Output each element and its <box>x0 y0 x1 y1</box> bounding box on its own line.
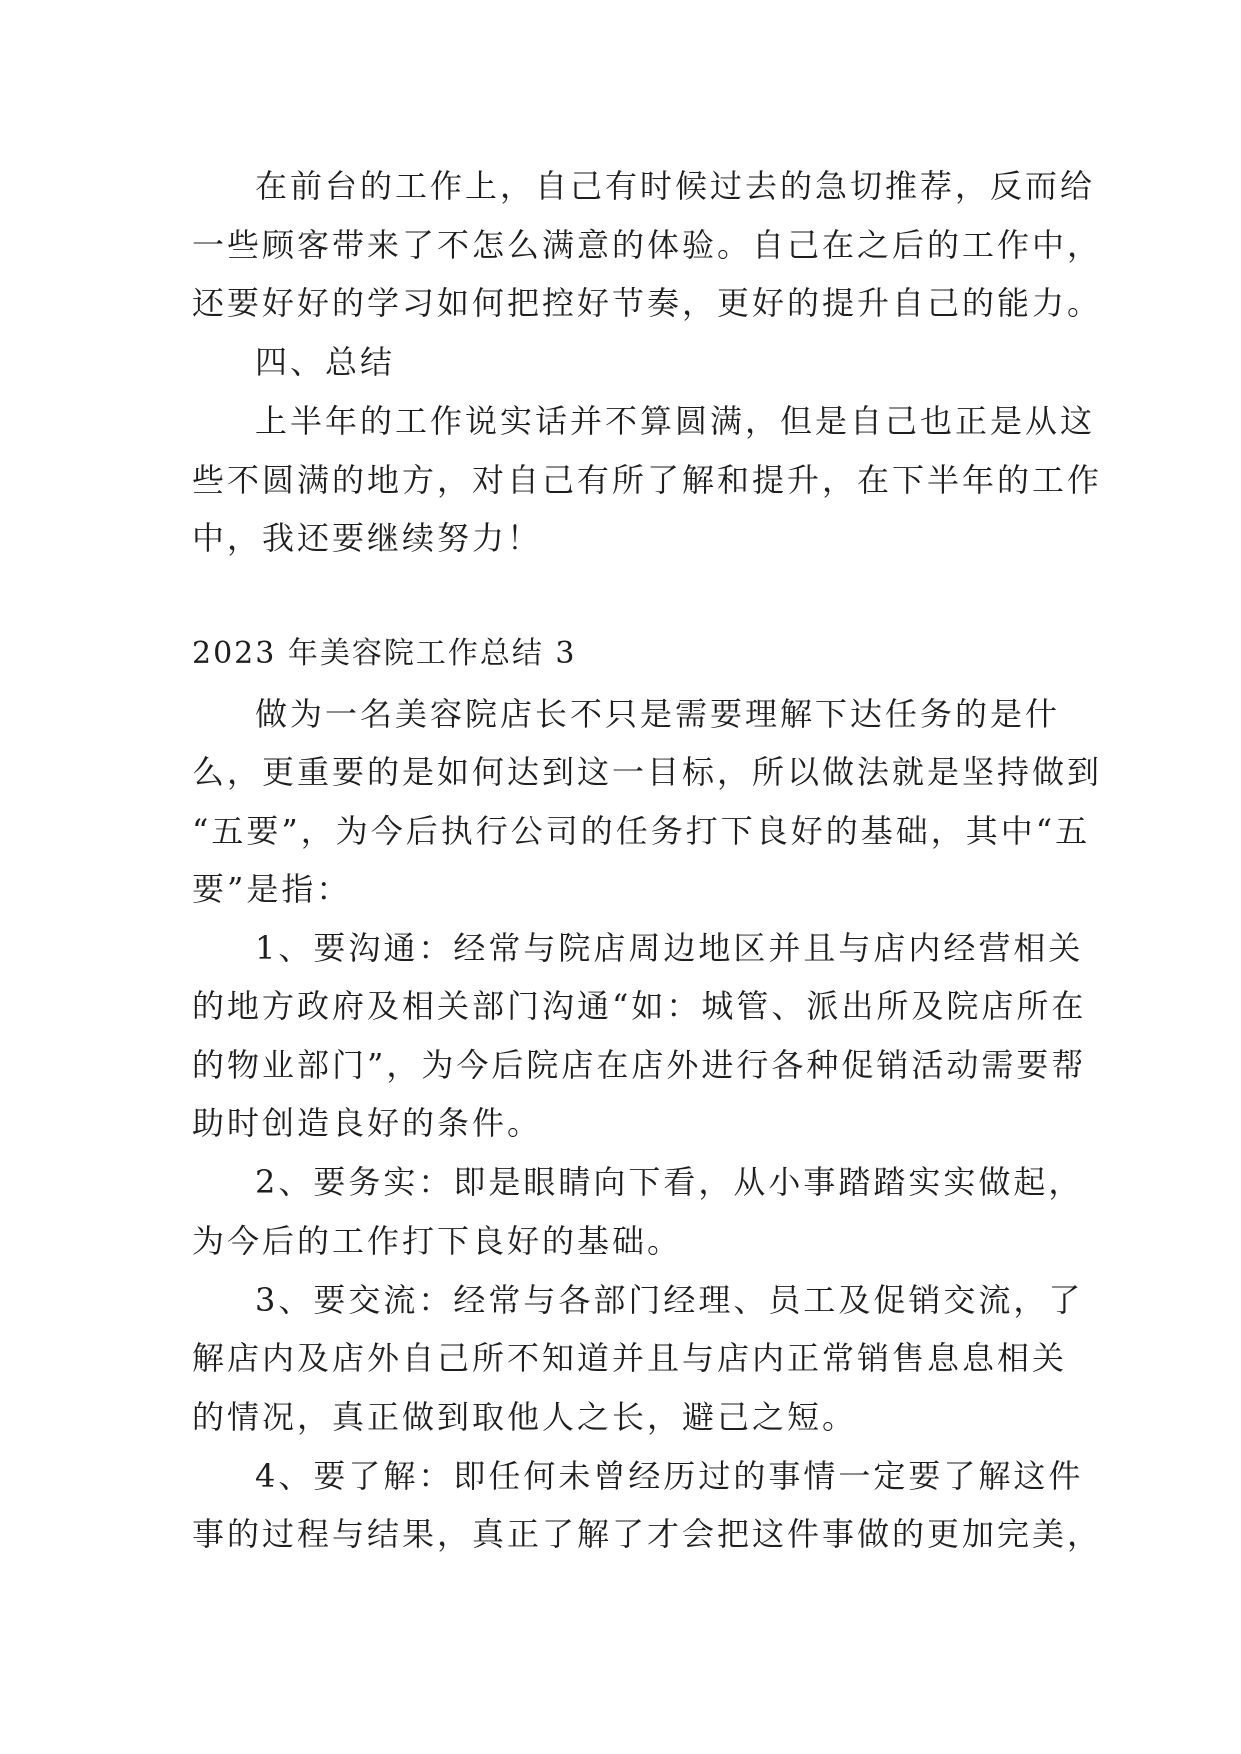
section-title: 2023 年美容院工作总结 3 <box>192 636 577 671</box>
paragraph-line: 些不圆满的地方，对自己有所了解和提升，在下半年的工作 <box>192 461 1103 499</box>
paragraph-line: 做为一名美容院店长不只是需要理解下达任务的是什 <box>255 695 1061 733</box>
paragraph-line: 在前台的工作上，自己有时候过去的急切推荐，反而给 <box>255 167 1096 205</box>
list-item-line: 2、要务实：即是眼睛向下看，从小事踏踏实实做起， <box>255 1163 1084 1201</box>
list-item-line: 助时创造良好的条件。 <box>192 1104 543 1142</box>
list-item-line: 解店内及店外自己所不知道并且与店内正常销售息息相关 <box>192 1339 1068 1377</box>
list-item-line: 的地方政府及相关部门沟通“如：城管、派出所及院店所在 <box>192 987 1087 1025</box>
list-item-line: 4、要了解：即任何未曾经历过的事情一定要了解这件 <box>255 1457 1084 1495</box>
paragraph-line: 还要好好的学习如何把控好节奏，更好的提升自己的能力。 <box>192 284 1103 322</box>
paragraph-line: 么，更重要的是如何达到这一目标，所以做法就是坚持做到 <box>192 753 1103 791</box>
list-item-line: 的物业部门”，为今后院店在店外进行各种促销活动需要帮 <box>192 1046 1087 1084</box>
list-item-line: 1、要沟通：经常与院店周边地区并且与店内经营相关 <box>255 929 1084 967</box>
paragraph-line: 一些顾客带来了不怎么满意的体验。自己在之后的工作中， <box>192 226 1103 264</box>
list-item-line: 事的过程与结果，真正了解了才会把这件事做的更加完美， <box>192 1515 1103 1553</box>
list-item-line: 为今后的工作打下良好的基础。 <box>192 1222 683 1260</box>
paragraph-line: 上半年的工作说实话并不算圆满，但是自己也正是从这 <box>255 402 1096 440</box>
paragraph-line: 中，我还要继续努力！ <box>192 519 543 557</box>
list-item-line: 3、要交流：经常与各部门经理、员工及促销交流，了 <box>255 1281 1084 1319</box>
list-item-line: 的情况，真正做到取他人之长，避己之短。 <box>192 1398 858 1436</box>
paragraph-line: 要”是指： <box>192 870 352 908</box>
section-subheading: 四、总结 <box>255 343 396 381</box>
paragraph-line: “五要”，为今后执行公司的任务打下良好的基础，其中“五 <box>192 812 1091 850</box>
